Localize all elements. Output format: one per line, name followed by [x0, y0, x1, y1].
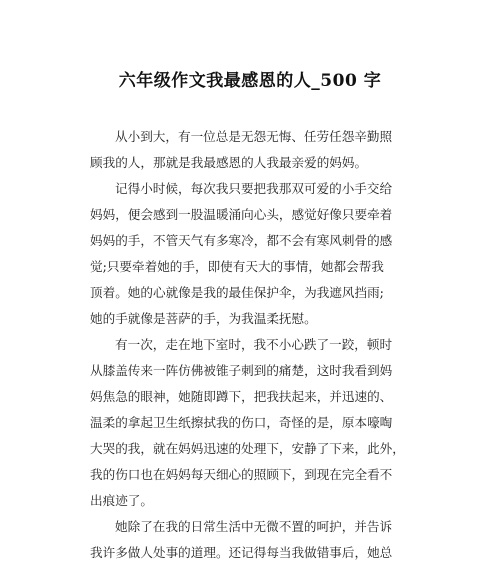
body-line: 她的手就像是菩萨的手，为我温柔抚慰。	[90, 311, 317, 326]
body-line: 她除了在我的日常生活中无微不置的呵护，并告诉	[115, 519, 393, 534]
body-line: 大哭的我，就在妈妈迅速的处理下，安静了下来，此外，	[90, 441, 405, 456]
body-line: 记得小时候，每次我只要把我那双可爱的小手交给	[115, 181, 393, 196]
body-line: 妈焦急的眼神，她随即蹲下，把我扶起来，并迅速的、	[90, 389, 393, 404]
body-line: 从膝盖传来一阵仿佛被锥子刺到的痛楚，这时我看到妈	[90, 363, 393, 378]
body-line: 顶着。她的心就像是我的最佳保护伞，为我遮风挡雨;	[90, 285, 384, 300]
body-line: 妈妈的手，不管天气有多寒冷，都不会有寒风刺骨的感	[90, 233, 393, 248]
body-line: 顾我的人，那就是我最感恩的人我最亲爱的妈妈。	[90, 155, 368, 170]
body-line: 从小到大，有一位总是无怨无悔、任劳任怨辛勤照	[115, 129, 393, 144]
body-line: 我许多做人处事的道理。还记得每当我做错事后，她总	[90, 545, 393, 560]
body-line: 出痕迹了。	[90, 493, 153, 508]
body-line: 妈妈，便会感到一股温暖涌向心头，感觉好像只要牵着	[90, 207, 393, 222]
body-line: 觉;只要牵着她的手，即使有天大的事情，她都会帮我	[90, 259, 384, 274]
document-body	[90, 124, 420, 566]
body-line: 温柔的拿起卫生纸擦拭我的伤口，奇怪的是，原本嚎啕	[90, 415, 393, 430]
document-title: 六年级作文我最感恩的人_500 字	[118, 71, 382, 91]
body-line: 有一次，走在地下室时，我不小心跌了一跤，顿时	[115, 337, 393, 352]
body-line: 我的伤口也在妈妈每天细心的照顾下，到现在完全看不	[90, 467, 393, 482]
